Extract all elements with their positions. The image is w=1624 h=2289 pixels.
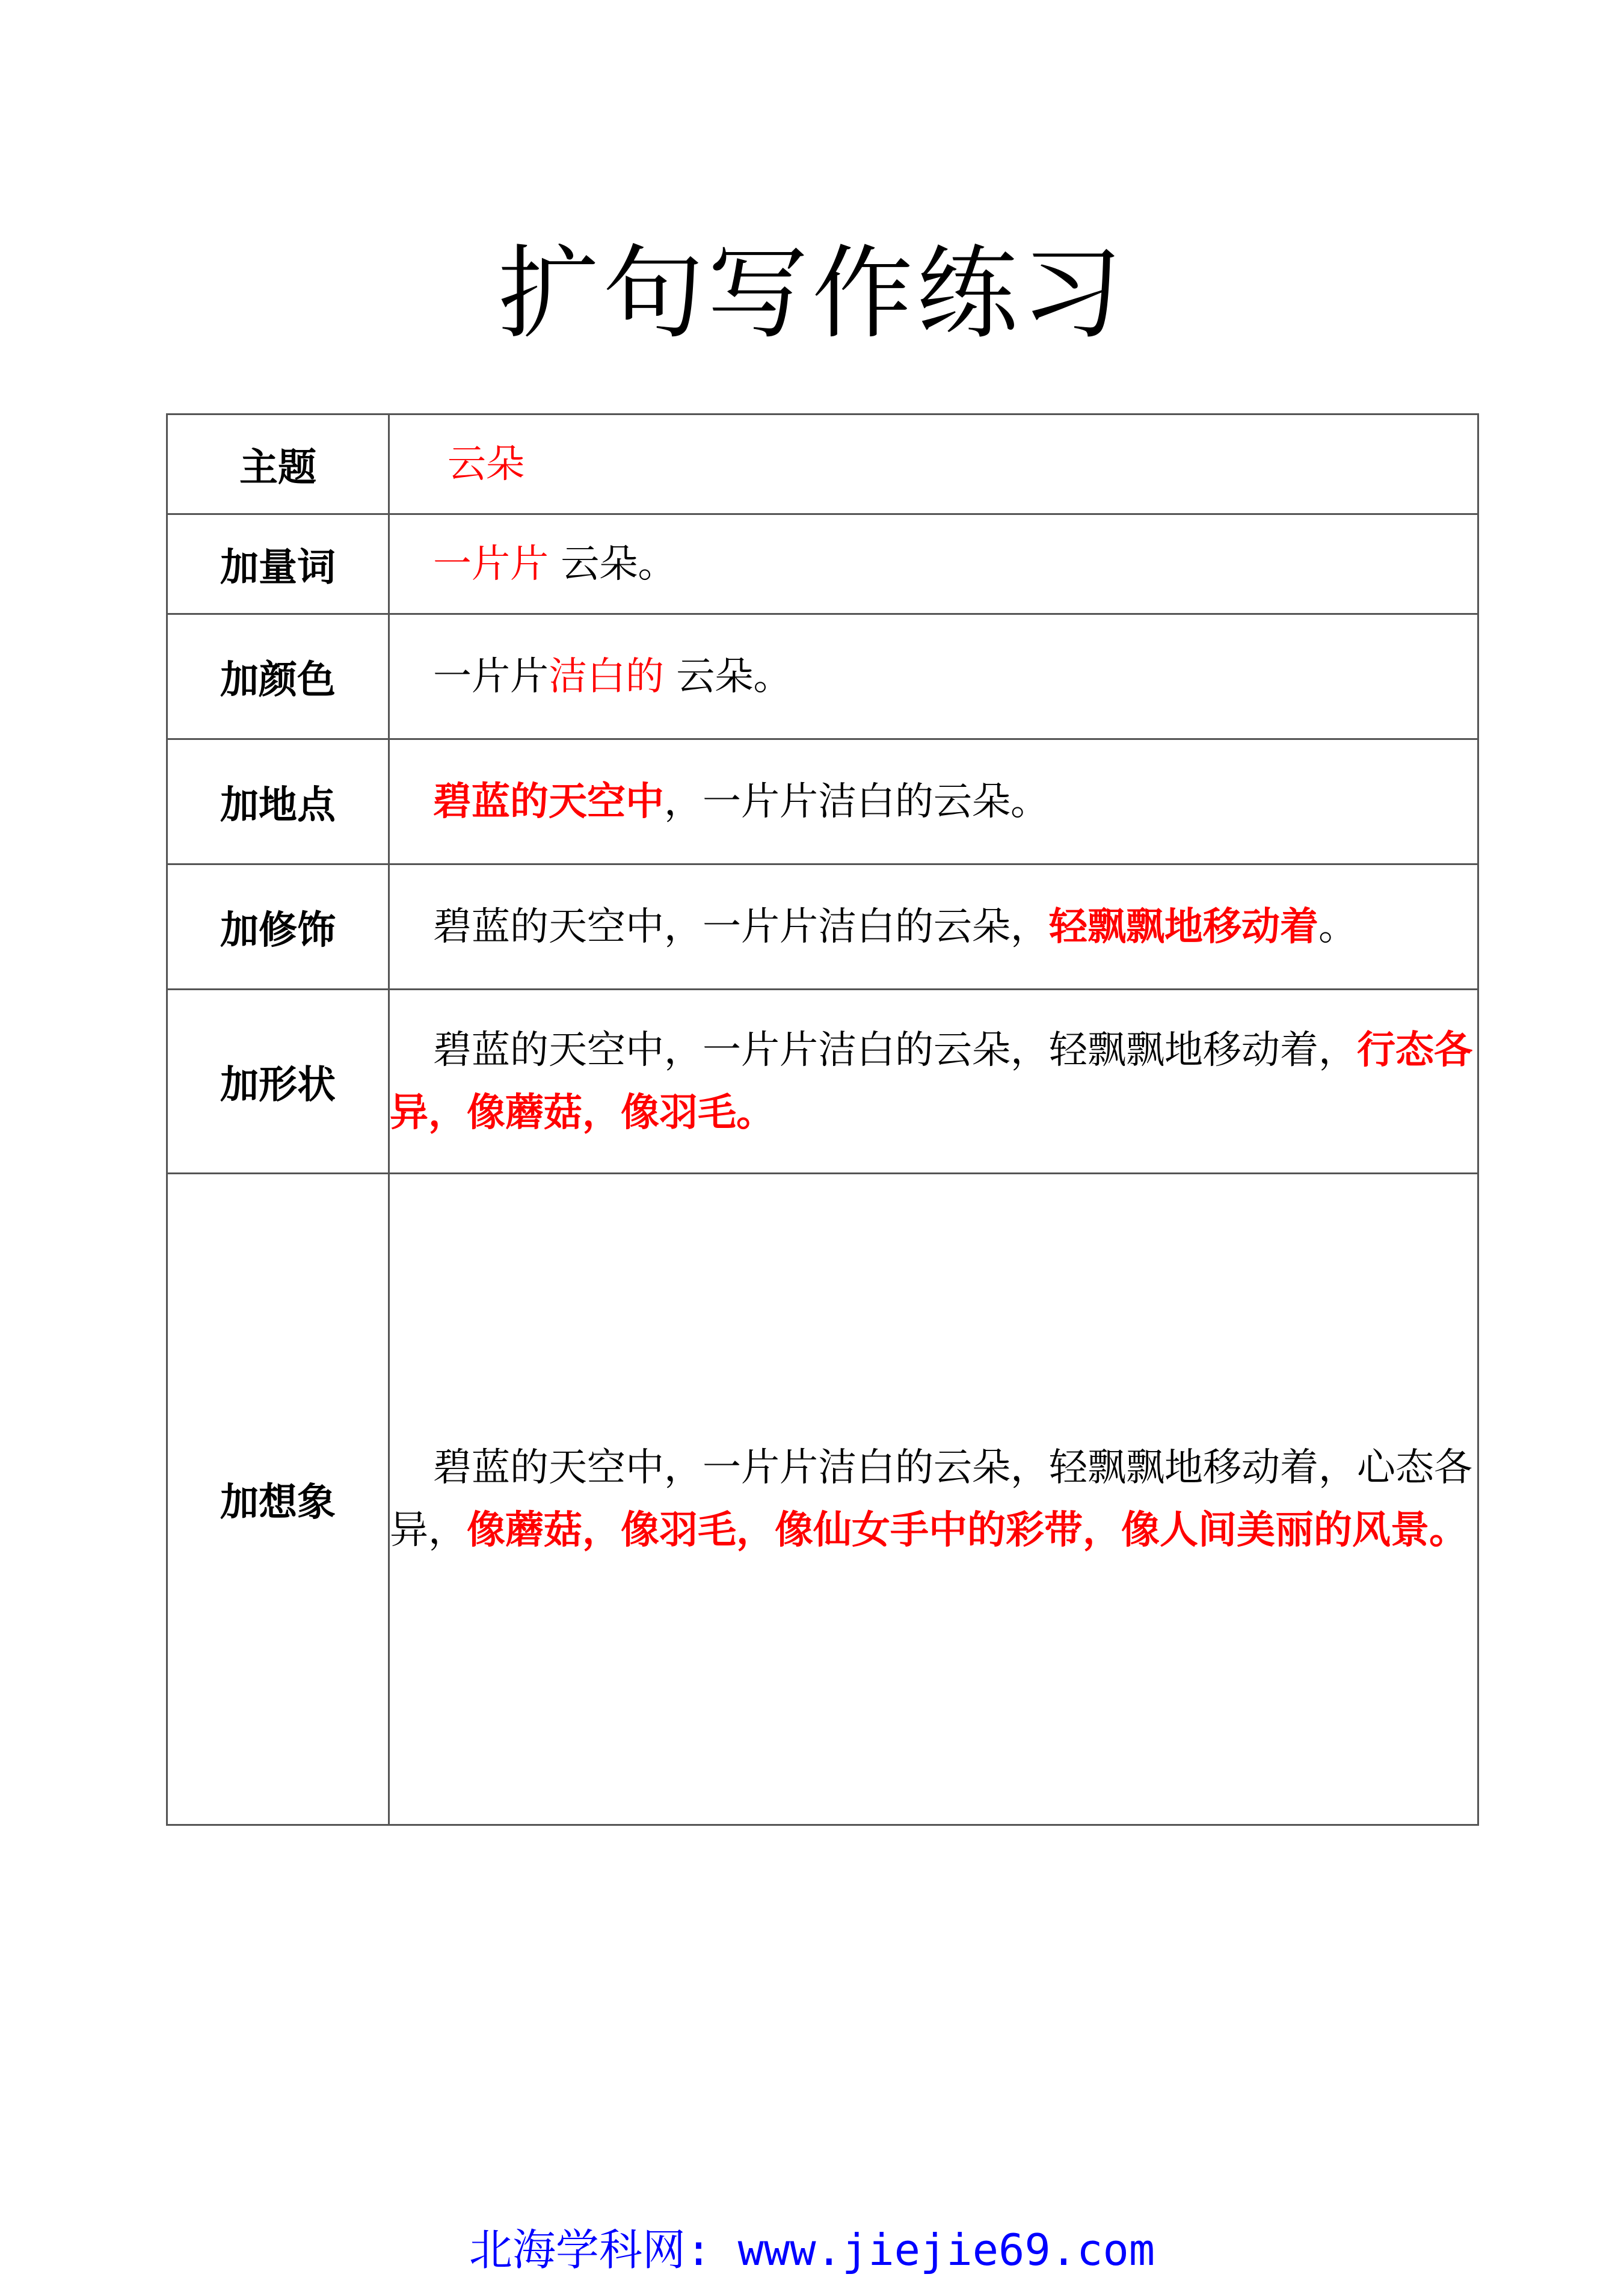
table-row bbox=[167, 514, 1478, 614]
highlight-text: 碧蓝的天空中 bbox=[433, 779, 664, 824]
row-label: 加修饰 bbox=[167, 864, 389, 990]
expansion-table bbox=[166, 413, 1479, 1826]
highlight-text: 轻飘飘地移动着 bbox=[1049, 904, 1318, 949]
plain-text: 云朵。 bbox=[664, 654, 792, 699]
row-label: 加颜色 bbox=[167, 614, 389, 739]
highlight-text: 行态各异，像蘑菇，像羽毛。 bbox=[390, 1027, 1472, 1135]
row-label: 加量词 bbox=[167, 514, 389, 614]
plain-text: 云朵。 bbox=[549, 541, 677, 587]
highlight-text: 像蘑菇，像羽毛，像仙女手中的彩带，像人间美丽的风景。 bbox=[467, 1508, 1468, 1553]
plain-text: 。 bbox=[1318, 904, 1357, 949]
row-label: 加想象 bbox=[167, 1174, 389, 1825]
row-label: 主题 bbox=[167, 414, 389, 514]
row-content bbox=[389, 1174, 1478, 1825]
table-row bbox=[167, 614, 1478, 739]
footer bbox=[0, 2223, 1624, 2277]
row-label: 加形状 bbox=[167, 990, 389, 1174]
footer-separator: : bbox=[685, 2225, 738, 2275]
footer-url-link[interactable]: www.jiejie69.com bbox=[737, 2225, 1155, 2275]
table-row bbox=[167, 414, 1478, 514]
row-content bbox=[389, 864, 1478, 990]
row-content bbox=[389, 614, 1478, 739]
row-label: 加地点 bbox=[167, 739, 389, 864]
row-content bbox=[389, 414, 1478, 514]
highlight-text: 云朵 bbox=[448, 442, 524, 487]
page-title: 扩句写作练习 bbox=[498, 235, 1126, 353]
row-content bbox=[389, 990, 1478, 1174]
row-content bbox=[389, 514, 1478, 614]
highlight-text: 洁白的 bbox=[549, 654, 664, 699]
table-row bbox=[167, 864, 1478, 990]
highlight-text: 一片片 bbox=[433, 541, 549, 587]
plain-text: 一片片 bbox=[433, 654, 549, 699]
footer-site-name: 北海学科网 bbox=[469, 2225, 686, 2275]
row-content bbox=[389, 739, 1478, 864]
plain-text: 碧蓝的天空中，一片片洁白的云朵，轻飘飘地移动着，心态各异， bbox=[390, 1446, 1472, 1553]
table-row bbox=[167, 1174, 1478, 1825]
plain-text: 碧蓝的天空中，一片片洁白的云朵， bbox=[433, 904, 1049, 949]
table-row bbox=[167, 990, 1478, 1174]
table-row bbox=[167, 739, 1478, 864]
plain-text: 碧蓝的天空中，一片片洁白的云朵，轻飘飘地移动着， bbox=[433, 1027, 1357, 1073]
plain-text: ，一片片洁白的云朵。 bbox=[664, 779, 1049, 824]
